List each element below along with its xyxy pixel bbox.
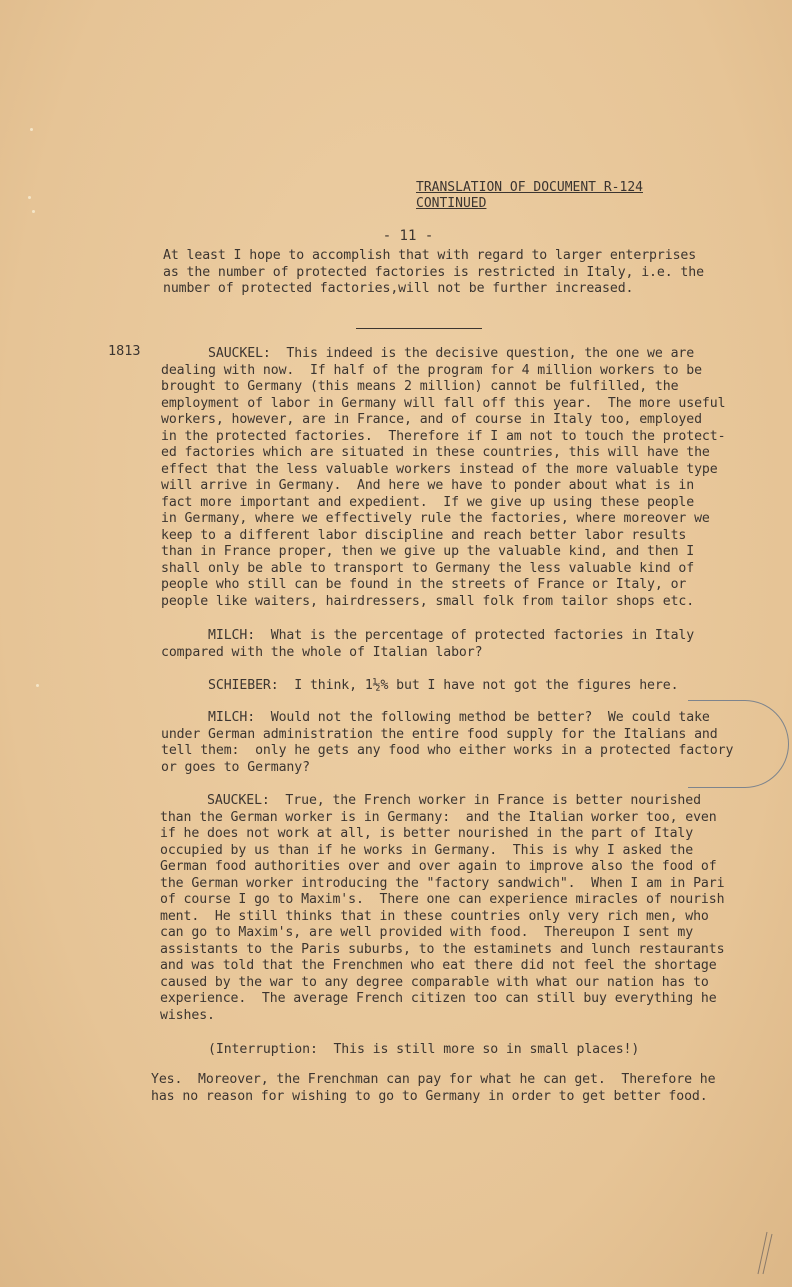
header-title: TRANSLATION OF DOCUMENT R-124 [416,180,643,195]
paragraph-sauckel-1: SAUCKEL: This indeed is the decisive question, the one we are dealing with now. If half of the program for 4 million workers to be brought to Germany (this means 2 million) cannot be fulfilled, the employment of labor in Germany will fall off this year. The more useful workers, however, are in France, and of course in Italy too, employed in the protected factories. Therefore if I am not to touch the protect- ed factories which are situated in these countries, this will have the effect that the less valuable workers instead of the more valuable type will arrive in Germany. And here we have to ponder about what is in fact more important and expedient. If we give up using these people in Germany, where we effectively rule the factories, where moreover we keep to a different labor discipline and reach better labor results than in France proper, then we give up the valuable kind, and then I shall only be able to transport to Germany the less valuable kind of people who still can be found in the streets of France or Italy, or people like waiters, hairdressers, small folk from tailor shops etc. [161,346,726,609]
header-continued: CONTINUED [416,196,487,211]
pencil-circle-annotation [688,700,789,788]
paragraph-intro: At least I hope to accomplish that with regard to larger enterprises as the number of protected factories is restricted in Italy, i.e. the number of protected factories,will not be further increased. [163,248,704,296]
paragraph-milch-2: MILCH: Would not the following method be better? We could take under German administration the entire food supply for the Italians and tell them: only he gets any food who either works in a protected factory or goes to Germany? [161,710,734,775]
section-divider [356,328,482,329]
paragraph-closing: Yes. Moreover, the Frenchman can pay for what he can get. Therefore he has no reason for wishing to go to Germany in order to get better food. [151,1072,716,1104]
margin-reference-number: 1813 [108,343,141,359]
paragraph-sauckel-2: SAUCKEL: True, the French worker in France is better nourished than the German worker is in Germany: and the Italian worker too, even if he does not work at all, is better nourished in the part of Italy occupied by us than if he works in Germany. This is why I asked the German food authorities over and over again to improve also the food of the German worker introducing the "factory sandwich". When I am in Pari of course I go to Maxim's. There one can experience miracles of nourish ment. He still thinks that in these countries only very rich men, who can go to Maxim's, are well provided with food. Thereupon I sent my assistants to the Paris suburbs, to the estaminets and lunch restaurants and was told that the Frenchmen who eat there did not feel the shortage caused by the war to any degree comparable with what our nation has to experience. The average French citizen too can still buy everything he wishes. [160,793,725,1023]
punch-hole-mark [36,684,39,687]
page-number: - 11 - [382,228,434,244]
punch-hole-mark [30,128,33,131]
paragraph-milch-1: MILCH: What is the percentage of protected factories in Italy compared with the whole of Italian labor? [161,628,695,660]
document-header [416,180,643,212]
pencil-tick-marks [755,1230,775,1276]
punch-hole-mark [32,210,35,213]
paragraph-interruption: (Interruption: This is still more so in small places!) [161,1042,640,1057]
paragraph-schieber: SCHIEBER: I think, 1½% but I have not got the figures here. [161,678,679,693]
punch-hole-mark [28,196,31,199]
